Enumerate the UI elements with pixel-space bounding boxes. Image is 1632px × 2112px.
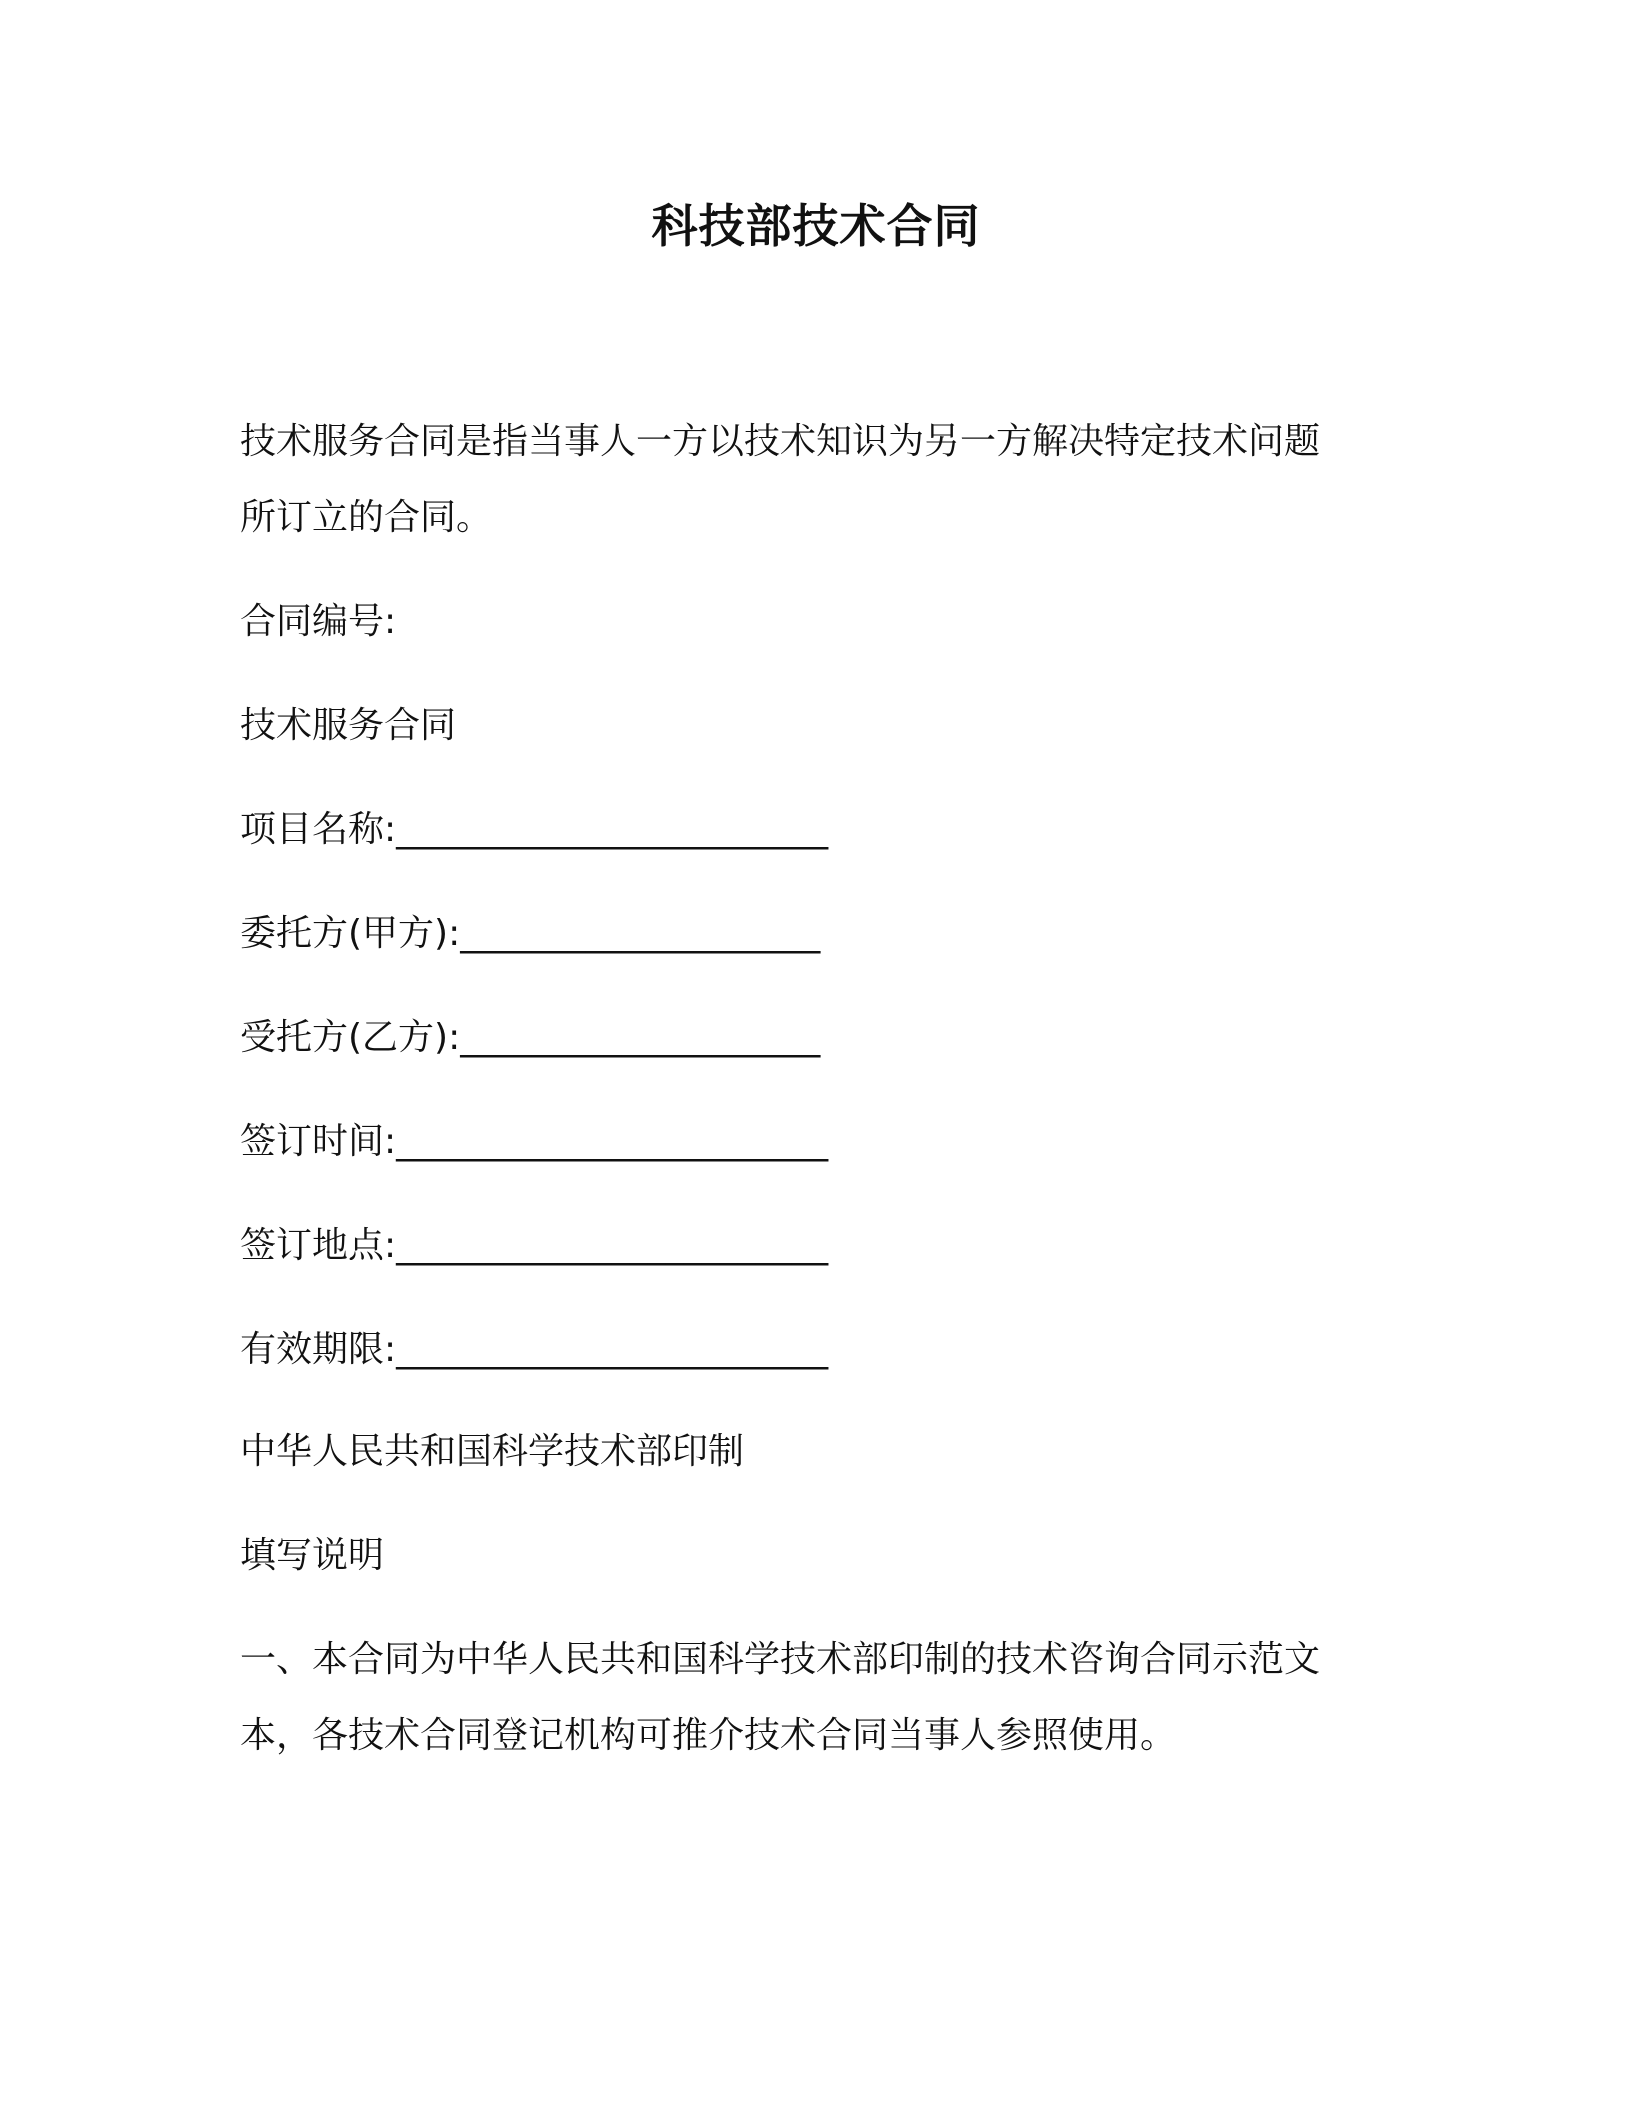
- intro-line-1: 技术服务合同是指当事人一方以技术知识为另一方解决特定技术问题: [240, 421, 1321, 462]
- issuer-line: 中华人民共和国科学技术部印制: [240, 1431, 745, 1472]
- field-project-name: [240, 806, 828, 854]
- field-label: 签订地点:: [240, 1225, 397, 1266]
- instruction-1-line-1: 一、本合同为中华人民共和国科学技术部印制的技术咨询合同示范文: [240, 1639, 1321, 1680]
- intro-line-2: 所订立的合同。: [240, 497, 493, 538]
- fill-blank[interactable]: ________________________: [396, 1225, 829, 1266]
- contract-number-label: 合同编号:: [240, 601, 397, 642]
- field-signing-place: [240, 1222, 828, 1270]
- field-validity-period: [240, 1326, 828, 1374]
- field-label: 签订时间:: [240, 1121, 397, 1162]
- contract-type: 技术服务合同: [240, 705, 457, 746]
- instruction-1-line-2: 本，各技术合同登记机构可推介技术合同当事人参照使用。: [240, 1715, 1177, 1756]
- field-contractor-party-b: [240, 1014, 820, 1062]
- field-label: 受托方(乙方):: [240, 1017, 461, 1058]
- fill-blank[interactable]: ________________________: [396, 809, 829, 850]
- fill-blank[interactable]: ________________________: [396, 1329, 829, 1370]
- fill-blank[interactable]: ____________________: [460, 1017, 821, 1058]
- field-client-party-a: [240, 910, 820, 958]
- fill-blank[interactable]: ________________________: [396, 1121, 829, 1162]
- instructions-heading: 填写说明: [240, 1535, 385, 1576]
- document-title: 科技部技术合同: [651, 199, 981, 253]
- field-signing-time: [240, 1118, 828, 1166]
- fill-blank[interactable]: ____________________: [460, 913, 821, 954]
- field-label: 有效期限:: [240, 1329, 397, 1370]
- field-label: 委托方(甲方):: [240, 913, 461, 954]
- field-label: 项目名称:: [240, 809, 397, 850]
